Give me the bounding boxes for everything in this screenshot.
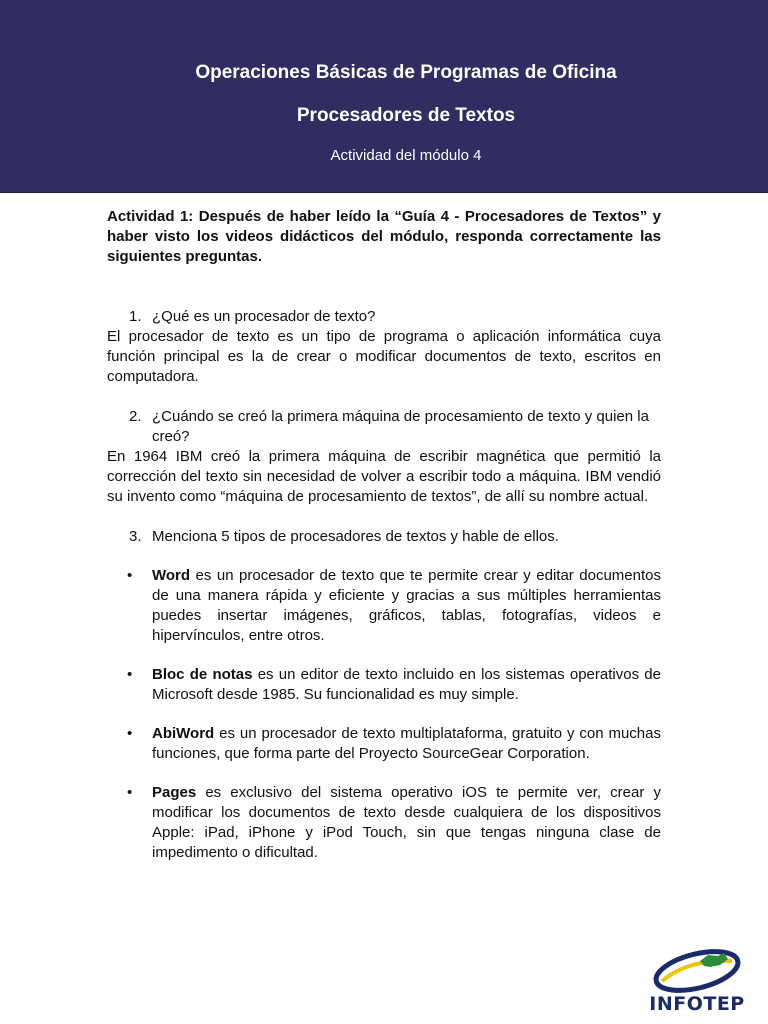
question-text: ¿Qué es un procesador de texto? [152,308,376,325]
bullet-bloc-de-notas [107,665,661,705]
answer-1: El procesador de texto es un tipo de programa o aplicación informática cuya función principal es la de crear o modificar documentos de texto, escritos en computadora. [107,328,661,385]
infotep-emblem-icon [648,947,746,997]
question-number: 3. [129,528,142,545]
question-number: 1. [129,308,142,325]
answer-2: En 1964 IBM creó la primera máquina de escribir magnética que permitió la corrección del texto sin necesidad de volver a escribir todo a máquina. IBM vendió su invento como “máquina de procesamiento de textos”, de allí su nombre actual. [107,448,661,505]
bullet-word [107,566,661,646]
bullet-dot: • [127,725,133,742]
bullet-dot: • [127,784,133,801]
question-number: 2. [129,408,142,425]
bullet-abiword [107,724,661,764]
activity-intro: Actividad 1: Después de haber leído la “Guía 4 - Procesadores de Textos” y haber visto los videos didácticos del módulo, responda correctamente las siguientes preguntas. [107,208,661,265]
bullet-term: Pages [152,784,197,801]
bullet-term: Word [152,567,191,584]
document-title: Operaciones Básicas de Programas de Oficina [195,62,617,83]
document-header [0,0,768,193]
question-2 [107,407,661,447]
bullet-text: es exclusivo del sistema operativo iOS te permite ver, crear y modificar los documentos de texto desde cualquiera de los dispositivos Apple: iPad, iPhone y iPod Touch, sin que tengas ninguna clase de impedimento o dificultad. [152,784,661,861]
bullet-term: AbiWord [152,725,215,742]
question-3 [107,527,661,547]
question-text: ¿Cuándo se creó la primera máquina de procesamiento de texto y quien la creó? [152,408,649,445]
bullet-pages [107,783,661,863]
bullet-text: es un editor de texto incluido en los sistemas operativos de Microsoft desde 1985. Su funcionalidad es muy simple. [152,666,661,703]
bullet-text: es un procesador de texto multiplataforma, gratuito y con muchas funciones, que forma parte del Proyecto SourceGear Corporation. [152,725,661,762]
infotep-logo [648,947,746,1017]
document-body [107,207,661,863]
question-1 [107,307,661,327]
logo-text: INFOTEP [649,993,745,1015]
document-subtitle: Procesadores de Textos [296,105,516,126]
module-label: Actividad del módulo 4 [330,147,482,164]
question-text: Menciona 5 tipos de procesadores de textos y hable de ellos. [152,528,559,545]
bullet-dot: • [127,567,133,584]
bullet-text: es un procesador de texto que te permite crear y editar documentos de una manera rápida y eficiente y gracias a sus múltiples herramientas puedes insertar imágenes, gráficos, tablas, fotografías, videos e hipervínculos, entre otros. [152,567,661,644]
bullet-term: Bloc de notas [152,666,253,683]
bullet-dot: • [127,666,133,683]
